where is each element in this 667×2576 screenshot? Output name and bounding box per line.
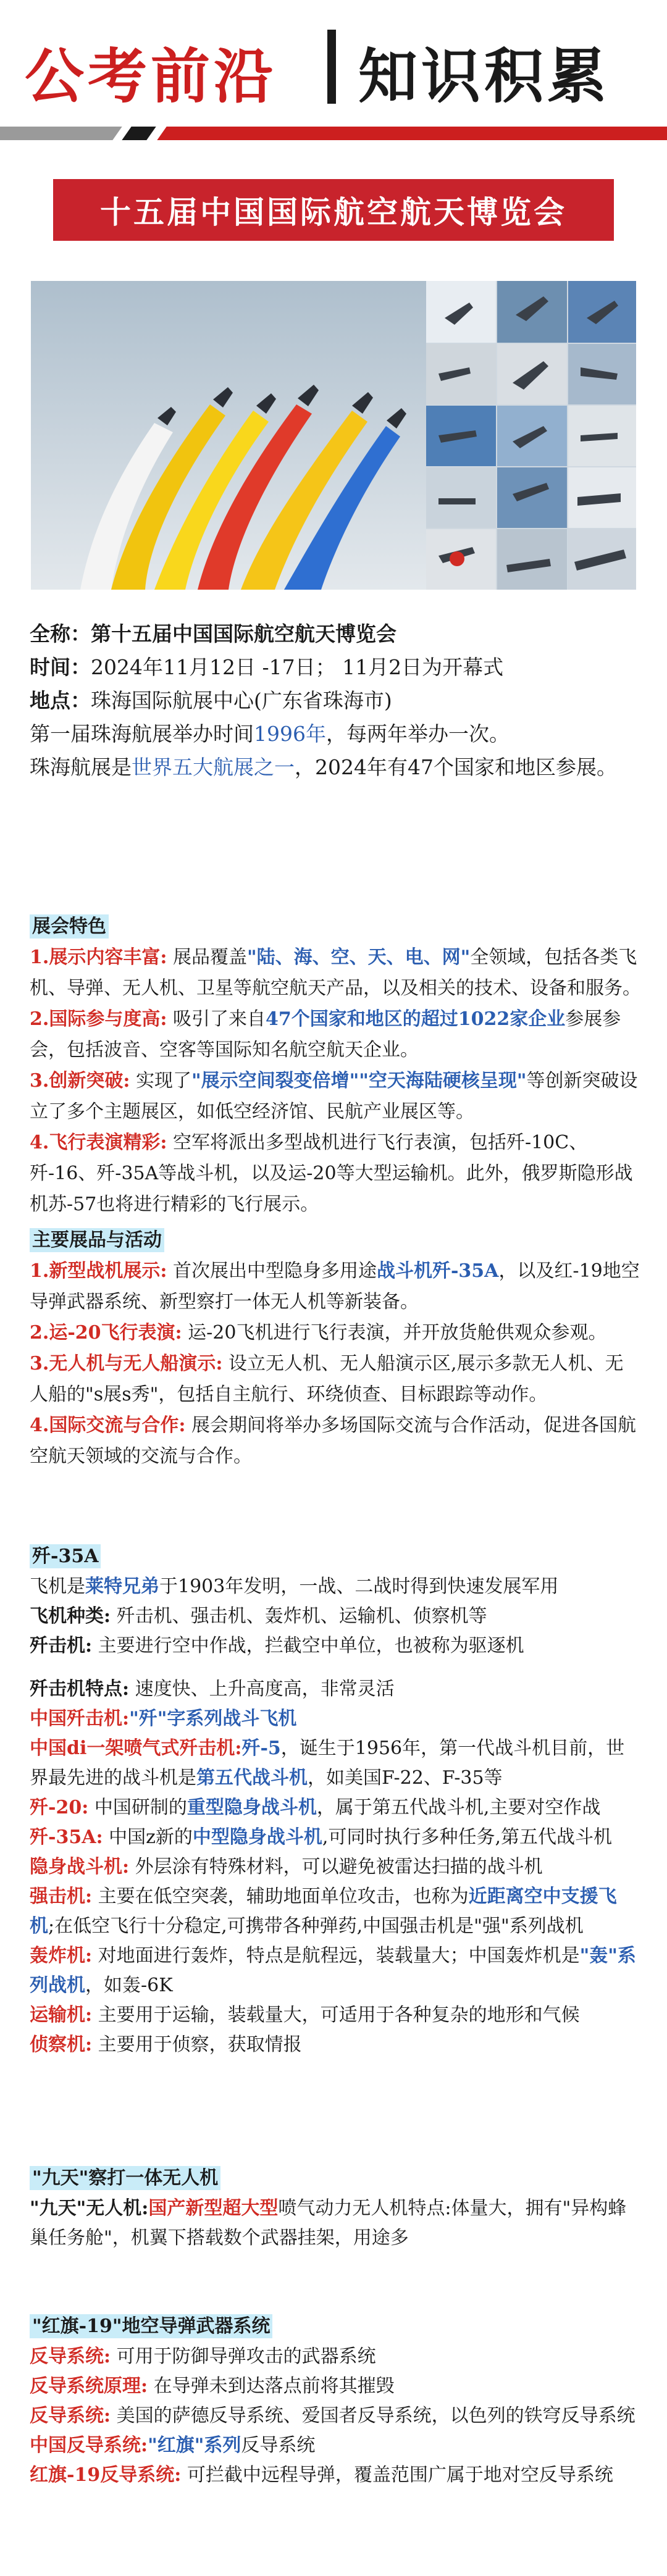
f5-a: 中国z新的 (103, 1826, 193, 1848)
j20-line (30, 1793, 641, 1823)
j35a-line (30, 1823, 641, 1852)
feature-item-4 (30, 1127, 641, 1220)
china-fighter (30, 1704, 641, 1734)
hq19-l4-a: "红旗"系列 (148, 2435, 241, 2456)
f10-label: 侦察机: (30, 2034, 93, 2055)
j35-l1-a: 飞机是 (30, 1576, 85, 1597)
hq19-l5-label: 红旗-19反导系统: (30, 2464, 182, 2486)
f5-c: ,可同时执行多种任务,第五代战斗机 (322, 1826, 612, 1848)
j35-l2-a: 歼击机、强击机、轰炸机、运输机、侦察机等 (111, 1605, 487, 1627)
j35-section (30, 1536, 641, 2060)
f2-a: "歼"字系列战斗飞机 (129, 1708, 297, 1729)
feature-item-1 (30, 942, 641, 1004)
hq19-line-2 (30, 2372, 641, 2401)
exhibit-1-a: 首次展出中型隐身多用途 (167, 1260, 377, 1282)
feature-2-b: 47个国家和地区的超过1022家企业 (265, 1008, 566, 1030)
exhibit-1-c: ，以及红-19地空导弹武器系统、新型察打一体无人机等新装备。 (30, 1260, 640, 1313)
stealth-fighter-line (30, 1852, 641, 1882)
rank-text-c: ，2024年有47个国家和地区参展。 (295, 755, 617, 779)
j35-heading-text: 歼-35A (30, 1544, 101, 1568)
first-year: 1996年 (254, 722, 326, 746)
hq19-line-5 (30, 2461, 641, 2490)
feature-4-title: 4.飞行表演精彩: (30, 1132, 167, 1153)
exhibit-1-title: 1.新型战机展示: (30, 1260, 167, 1282)
recon-line (30, 2030, 641, 2060)
intro-section (30, 617, 641, 784)
header-stripe-red (157, 127, 667, 140)
f3-c: 第五代战斗机 (196, 1767, 308, 1789)
f3-b: ，诞生于1956年，第一代战斗机目前，世界最先进的战斗机是 (30, 1738, 625, 1789)
feature-1-a: 展品覆盖 (167, 947, 247, 968)
header-left-title: 公考前沿 (25, 42, 277, 111)
j35-line-2 (30, 1602, 641, 1631)
fighter-feature (30, 1675, 641, 1704)
f9-label: 运输机: (30, 2004, 93, 2026)
header (0, 0, 667, 148)
bomber-line (30, 1941, 641, 2001)
f7-a: 主要在低空突袭，辅助地面单位攻击，也称为 (92, 1886, 469, 1907)
f1-a: 速度快、上升高度高，非常灵活 (129, 1678, 395, 1700)
f3-d: ，如美国F-22、F-35等 (308, 1767, 503, 1789)
j35-l3-label: 歼击机: (30, 1635, 93, 1657)
transport-line (30, 2001, 641, 2030)
jiutian-heading (30, 2163, 641, 2194)
jiutian-heading-text: "九天"察打一体无人机 (30, 2166, 220, 2190)
hq19-l4-b: 反导系统 (241, 2435, 316, 2456)
first-text-a: 第一届珠海航展举办时间 (30, 722, 254, 746)
exhibit-3-a: 设立无人机、无人船演示区,展示多款无人机、无人船的"s展s秀"，包括自主航行、环绕侦查、目标跟踪等动作。 (30, 1353, 624, 1405)
f7-b: 近距离空中支援飞机 (30, 1886, 617, 1937)
feature-4-a: 空军将派出多型战机进行飞行表演，包括歼-10C、歼-16、歼-35A等战斗机，以及运-20等大型运输机。此外，俄罗斯隐形战机苏-57也将进行精彩的飞行展示。 (30, 1132, 633, 1215)
airshow-photo-graphic (31, 281, 636, 590)
j35-line-1 (30, 1572, 641, 1602)
intro-place (30, 684, 641, 717)
hq19-l3-label: 反导系统: (30, 2405, 111, 2427)
feature-3-title: 3.创新突破: (30, 1070, 130, 1092)
f8-a: 对地面进行轰炸，特点是航程远，装载量大；中国轰炸机是 (92, 1945, 580, 1967)
f8-label: 轰炸机: (30, 1945, 93, 1967)
attacker-line (30, 1882, 641, 1941)
banner-title: 十五届中国国际航空航天博览会 (100, 194, 567, 230)
feature-1-b: "陆、海、空、天、电、网" (246, 947, 471, 968)
jiutian-line (30, 2194, 641, 2253)
first-jet-fighter (30, 1734, 641, 1793)
exhibit-2-a: 运-20飞机进行飞行表演，并开放货舱供观众参观。 (182, 1322, 607, 1344)
hq19-line-1 (30, 2342, 641, 2372)
f4-b: 重型隐身战斗机 (187, 1797, 317, 1818)
feature-2-a: 吸引了来自 (167, 1008, 266, 1030)
f5-b: 中型隐身战斗机 (192, 1826, 322, 1848)
intro-rank (30, 751, 641, 784)
hq19-line-4 (30, 2431, 641, 2461)
header-right-title: 知识积累 (358, 42, 610, 111)
j35-line-3 (30, 1631, 641, 1661)
features-section (30, 906, 641, 1472)
hq19-l5-a: 可拦截中远程导弹，覆盖范围广属于地对空反导系统 (181, 2464, 613, 2486)
feature-2-title: 2.国际参与度高: (30, 1008, 167, 1030)
exhibit-item-1 (30, 1256, 641, 1318)
f4-a: 中国研制的 (88, 1797, 187, 1818)
feature-3-c: 等创新突破设立了多个主题展区，如低空经济馆、民航产业展区等。 (30, 1070, 638, 1123)
header-divider (327, 30, 336, 104)
hq19-l1-a: 可用于防御导弹攻击的武器系统 (111, 2346, 376, 2367)
f8-b: "轰"系列战机 (30, 1945, 636, 1996)
f3-a: 歼-5 (241, 1738, 281, 1759)
feature-3-a: 实现了 (130, 1070, 191, 1092)
j35-l3-a: 主要进行空中作战，拦截空中单位，也被称为驱逐机 (92, 1635, 524, 1657)
place-label: 地点： (30, 688, 91, 713)
features-heading (30, 911, 641, 942)
time-label: 时间： (30, 655, 91, 679)
hq19-heading (30, 2311, 641, 2342)
hq19-l2-label: 反导系统原理: (30, 2375, 148, 2397)
exhibit-3-title: 3.无人机与无人船演示: (30, 1353, 223, 1374)
jiutian-section (30, 2158, 641, 2253)
exhibit-2-title: 2.运-20飞行表演: (30, 1322, 182, 1344)
hq19-l4-label: 中国反导系统: (30, 2435, 148, 2456)
hq19-l3-a: 美国的萨德反导系统、爱国者反导系统，以色列的铁穹反导系统 (111, 2405, 636, 2427)
exhibits-heading-text: 主要展品与活动 (30, 1228, 164, 1252)
features-heading-text: 展会特色 (30, 914, 109, 939)
f1-label: 歼击机特点: (30, 1678, 130, 1700)
feature-1-c: 全领域，包括各类飞机、导弹、无人机、卫星等航空航天产品，以及相关的技术、设备和服务。 (30, 947, 641, 999)
time-value: 2024年11月12日 -17日； 11月2日为开幕式 (91, 655, 504, 679)
rank-text-a: 珠海航展是 (30, 755, 132, 779)
j35-l1-c: 于1903年发明，一战、二战时得到快速发展军用 (159, 1576, 559, 1597)
exhibits-heading (30, 1225, 641, 1256)
f5-label: 歼-35A: (30, 1826, 103, 1848)
title-banner (53, 179, 614, 241)
f2-label: 中国歼击机: (30, 1708, 130, 1729)
hq19-section (30, 2306, 641, 2490)
hq19-l1-label: 反导系统: (30, 2346, 111, 2367)
f7-label: 强击机: (30, 1886, 93, 1907)
exhibit-1-b: 战斗机歼-35A (376, 1260, 499, 1282)
header-stripe-gray (0, 127, 122, 140)
fullname-label: 全称： (30, 622, 91, 646)
j35-l2-label: 飞机种类: (30, 1605, 111, 1627)
feature-3-b: "展示空间裂变倍增""空天海陆硬核呈现" (191, 1070, 527, 1092)
f9-a: 主要用于运输，装载量大，可适用于各种复杂的地形和气候 (92, 2004, 580, 2026)
j35-heading (30, 1541, 641, 1572)
feature-item-3 (30, 1066, 641, 1127)
first-text-b: ，每两年举办一次。 (325, 722, 510, 746)
hq19-line-3 (30, 2401, 641, 2431)
jiutian-label: "九天"无人机: (30, 2198, 149, 2219)
exhibit-item-4 (30, 1410, 641, 1472)
feature-item-2 (30, 1004, 641, 1066)
feature-2-c: 参展参会，包括波音、空客等国际知名航空航天企业。 (30, 1008, 621, 1061)
exhibit-4-title: 4.国际交流与合作: (30, 1415, 186, 1436)
f4-label: 歼-20: (30, 1797, 89, 1818)
f6-a: 外层涂有特殊材料，可以避免被雷达扫描的战斗机 (129, 1856, 543, 1878)
intro-time (30, 651, 641, 684)
jiutian-b: 喷气动力无人机特点:体量大，拥有"异构蜂巢任务舱"，机翼下搭载数个武器挂架，用途多 (30, 2198, 627, 2249)
intro-first (30, 717, 641, 751)
f7-c: ;在低空飞行十分稳定,可携带各种弹药,中国强击机是"强"系列战机 (48, 1915, 584, 1937)
f6-label: 隐身战斗机: (30, 1856, 130, 1878)
place-value: 珠海国际航展中心(广东省珠海市) (91, 688, 392, 713)
airshow-photo (31, 281, 636, 590)
header-stripe-dark (122, 127, 156, 140)
jiutian-a: 国产新型超大型 (148, 2198, 279, 2219)
f4-c: ，属于第五代战斗机,主要对空作战 (316, 1797, 601, 1818)
exhibit-item-3 (30, 1349, 641, 1410)
f10-a: 主要用于侦察，获取情报 (92, 2034, 302, 2055)
f3-label: 中国di一架喷气式歼击机: (30, 1738, 242, 1759)
f8-c: ，如轰-6K (85, 1975, 173, 1996)
rank-highlight: 世界五大航展之一 (132, 755, 295, 779)
fullname-value: 第十五届中国国际航空航天博览会 (91, 622, 396, 646)
feature-1-title: 1.展示内容丰富: (30, 947, 167, 968)
hq19-heading-text: "红旗-19"地空导弹武器系统 (30, 2314, 272, 2338)
j35-l1-b: 莱特兄弟 (85, 1576, 159, 1597)
exhibit-4-a: 展会期间将举办多场国际交流与合作活动，促进各国航空航天领域的交流与合作。 (30, 1415, 636, 1467)
intro-fullname (30, 617, 641, 651)
hq19-l2-a: 在导弹未到达落点前将其摧毁 (148, 2375, 395, 2397)
exhibit-item-2 (30, 1318, 641, 1349)
